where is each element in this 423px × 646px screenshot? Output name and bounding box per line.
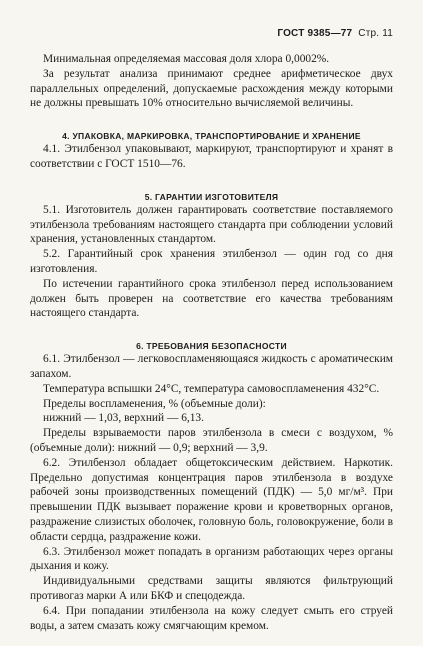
min-chlorine-paragraph: Минимальная определяемая массовая доля хлора 0,0002%.	[43, 53, 330, 65]
temperature-paragraph: Температура вспышки 24°С, температура самовоспламенения 432°С.	[43, 382, 380, 395]
standard-number: ГОСТ 9385—77	[277, 28, 353, 39]
clause-6-4: 6.4. При попадании этилбензола на кожу следует смыть его струей воды, а затем смазать кожу смягчающим кремом.	[30, 604, 393, 632]
clause-6-3: 6.3. Этилбензол может попадать в организм работающих через органы дыхания и кожу.	[30, 545, 393, 573]
clause-6-1: 6.1. Этилбензол — легковоспламеняющаяся жидкость с ароматическим запахом.	[30, 353, 393, 380]
expiry-paragraph: По истечении гарантийного срока этилбензол перед использованием должен быть проверен на соответствие его качества требованиям настоящего стандарта.	[30, 277, 393, 320]
section-5-heading: 5. ГАРАНТИИ ИЗГОТОВИТЕЛЯ	[144, 191, 279, 202]
section-6-heading: 6. ТРЕБОВАНИЯ БЕЗОПАСНОСТИ	[136, 341, 287, 352]
clause-5-1: 5.1. Изготовитель должен гарантировать соответствие поставляемого этилбензола требованиям настоящего стандарта при соблюдении условий хранения, установленных стандартом.	[30, 203, 393, 246]
explosion-limits-paragraph: Пределы взрываемости паров этилбензола в смеси с воздухом, % (объемные доли): нижний — 0,9; верхний — 3,9.	[30, 427, 393, 454]
page-body	[30, 52, 393, 633]
flammability-limits-values: нижний — 1,03, верхний — 6,13.	[43, 412, 204, 425]
result-paragraph: За результат анализа принимают среднее арифметическое двух параллельных определений, допускаемые расхождения между которыми не должны превышать 10% относительно вычисляемой величины.	[30, 67, 393, 110]
flammability-limits-title: Пределы воспламенения, % (объемные доли):	[43, 397, 266, 410]
section-4-heading: 4. УПАКОВКА, МАРКИРОВКА, ТРАНСПОРТИРОВАНИЕ И ХРАНЕНИЕ	[62, 131, 361, 142]
protection-paragraph: Индивидуальными средствами защиты являются фильтрующий противогаз марки А или БКФ и спецодежда.	[30, 575, 393, 602]
clause-5-2: 5.2. Гарантийный срок хранения этилбензол — один год со дня изготовления.	[30, 248, 393, 275]
page-header	[277, 28, 393, 39]
clause-6-2: 6.2. Этилбензол обладает общетоксическим действием. Наркотик. Предельно допустимая концентрация паров этилбензола в воздухе рабочей зоны производственных помещений (ПДК) — 5,0 мг/м³. При превышении ПДК вызывает поражение крови и кроветворных органов, раздражение слизистых оболочек, головную боль, головокружение, боли в области сердца, раздражение кожи.	[30, 456, 393, 543]
page-number: Стр. 11	[358, 28, 393, 39]
clause-4-1: 4.1. Этилбензол упаковывают, маркируют, транспортируют и хранят в соответствии с ГОСТ 1510—76.	[30, 143, 393, 170]
